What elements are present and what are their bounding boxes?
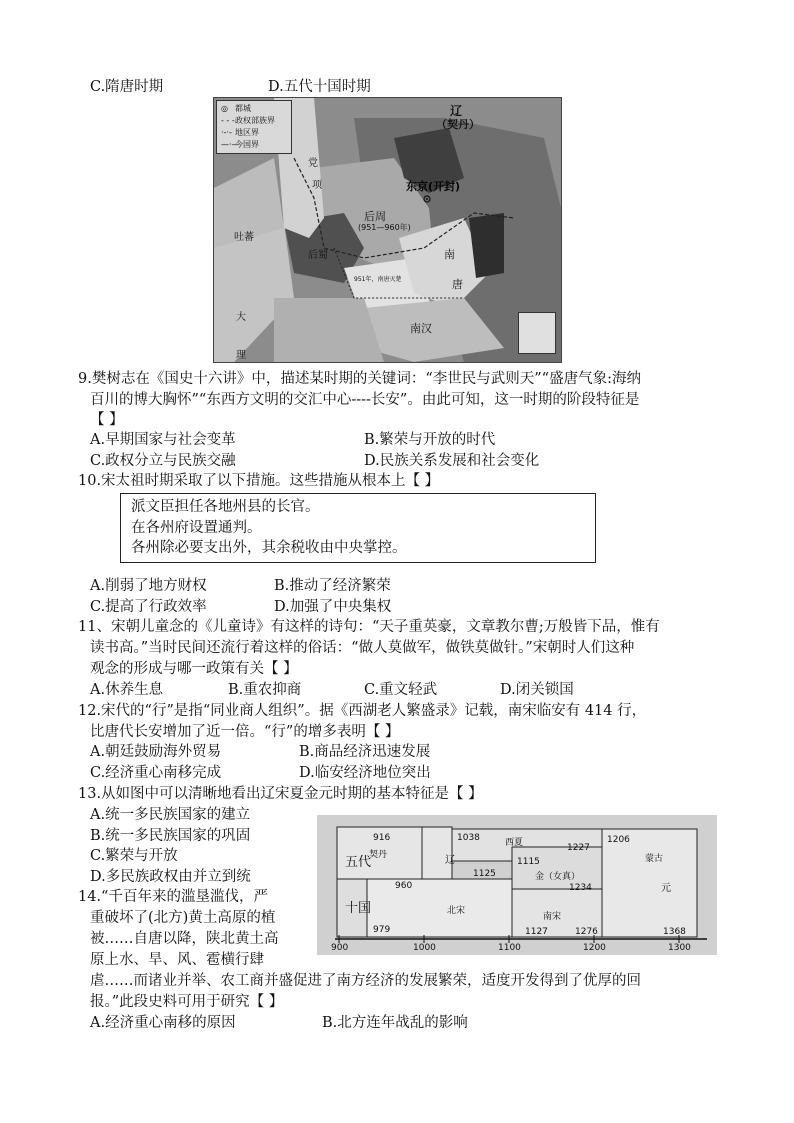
timeline-year-960: 960 — [395, 881, 413, 891]
q9-option-d: D.民族关系发展和社会变化 — [364, 453, 540, 469]
q14-stem-5: 虐……而诸业并举、农工商并盛促进了南方经济的发展繁荣，适度开发得到了优厚的回 — [90, 973, 641, 989]
timeline-year-1368: 1368 — [663, 927, 686, 937]
map-label-xiang: 项 — [312, 180, 322, 191]
map-legend: ◎ 都城 - - -政权部族界 ·-·- 地区界 —·—今国界 — [216, 100, 292, 154]
q9-stem-2: 百川的博大胸怀”“东西方文明的交汇中心----长安”。由此可知，这一时期的阶段特征是 — [90, 392, 640, 408]
q10-measure-3: 各州除必要支出外，其余税收由中央掌控。 — [131, 540, 407, 556]
q14-stem-6: 报。”此段史料可用于研究【 】 — [90, 994, 284, 1010]
q9-stem-3: 【 】 — [90, 412, 124, 428]
regimes-timeline-chart — [317, 815, 717, 955]
map-inset-south-china-sea — [518, 312, 556, 354]
q10-option-b: B.推动了经济繁荣 — [274, 578, 391, 594]
q8-option-d: D.五代十国时期 — [268, 79, 371, 95]
map-label-liao: 辽 — [450, 104, 463, 118]
timeline-year-1234: 1234 — [569, 883, 592, 893]
map-label-li: 理 — [236, 350, 246, 361]
timeline-label-wudai: 五代 — [345, 855, 372, 870]
q12-option-a: A.朝廷鼓励海外贸易 — [90, 744, 222, 760]
q13-option-a: A.统一多民族国家的建立 — [90, 807, 251, 823]
q14-option-b: B.北方连年战乱的影响 — [322, 1015, 468, 1031]
timeline-label-nansong: 南宋 — [543, 912, 562, 922]
q11-option-b: B.重农抑商 — [228, 682, 302, 698]
q11-option-d: D.闭关锁国 — [500, 682, 574, 698]
q10-measure-2: 在各州府设置通判。 — [131, 520, 262, 536]
q10-measure-1: 派文臣担任各地州县的长官。 — [131, 499, 320, 515]
q11-option-a: A.休养生息 — [90, 682, 164, 698]
timeline-year-1125: 1125 — [473, 869, 496, 879]
timeline-year-979: 979 — [373, 925, 391, 935]
map-label-nanhan: 南汉 — [410, 322, 432, 335]
q14-stem-2: 重破坏了(北方)黄土高原的植 — [90, 910, 276, 926]
map-label-da: 大 — [236, 312, 246, 323]
map-label-houzhou: 后周 — [364, 210, 386, 223]
map-label-dongjing: 东京(开封) — [406, 180, 461, 193]
q13-stem: 13.从如图中可以清晰地看出辽宋夏金元时期的基本特征是【 】 — [78, 786, 483, 802]
q14-option-a: A.经济重心南移的原因 — [90, 1015, 236, 1031]
q13-option-d: D.多民族政权由并立到统 — [90, 869, 251, 885]
q11-stem-3: 观念的形成与哪一政策有关【 】 — [90, 661, 298, 677]
timeline-tick-900: 900 — [331, 943, 349, 953]
timeline-label-qidan: 契丹 — [369, 850, 388, 860]
map-label-nan: 南 — [444, 248, 455, 261]
q12-option-b: B.商品经济迅速发展 — [299, 744, 431, 760]
legend-capital: 都城 — [235, 104, 251, 113]
q10-measures-box — [120, 493, 596, 563]
timeline-label-yuan: 元 — [661, 883, 671, 894]
legend-region-border: 地区界 — [235, 128, 259, 137]
map-label-qidan: （契丹） — [436, 118, 480, 131]
timeline-tick-1000: 1000 — [413, 943, 436, 953]
timeline-year-1206: 1206 — [607, 835, 630, 845]
map-label-years: (951—960年) — [358, 223, 411, 232]
q10-option-c: C.提高了行政效率 — [90, 599, 207, 615]
timeline-label-liao: 辽 — [445, 855, 455, 866]
q9-option-b: B.繁荣与开放的时代 — [364, 432, 496, 448]
q12-option-d: D.临安经济地位突出 — [299, 765, 431, 781]
q11-option-c: C.重文轻武 — [364, 682, 438, 698]
q14-stem-1: 14.“千百年来的滥垦滥伐，严 — [78, 889, 268, 905]
q11-stem-2: 读书高。”当时民间还流行着这样的俗话：“做人莫做军，做铁莫做针。”宋朝时人们这种 — [90, 640, 635, 656]
timeline-tick-1100: 1100 — [498, 943, 521, 953]
legend-regime-border: 政权部族界 — [235, 116, 275, 125]
q10-option-d: D.加强了中央集权 — [274, 599, 392, 615]
q12-stem-2: 比唐代长安增加了近一倍。“行”的增多表明【 】 — [90, 724, 400, 740]
q9-option-c: C.政权分立与民族交融 — [90, 453, 236, 469]
legend-modern-border: 今国界 — [235, 140, 259, 149]
q14-stem-4: 原上水、旱、风、雹横行肆 — [90, 952, 264, 968]
timeline-tick-1200: 1200 — [583, 943, 606, 953]
timeline-year-1038: 1038 — [457, 833, 480, 843]
q8-option-c: C.隋唐时期 — [90, 79, 164, 95]
timeline-year-916: 916 — [373, 833, 391, 843]
q13-option-c: C.繁荣与开放 — [90, 848, 178, 864]
five-dynasties-map — [213, 97, 562, 363]
timeline-year-1127: 1127 — [525, 927, 548, 937]
q10-stem: 10.宋太祖时期采取了以下措施。这些措施从根本上【 】 — [78, 473, 440, 489]
map-label-dang: 党 — [308, 158, 318, 169]
q13-option-b: B.统一多民族国家的巩固 — [90, 828, 251, 844]
timeline-year-1115: 1115 — [517, 857, 540, 867]
timeline-label-shiguo: 十国 — [345, 901, 372, 916]
timeline-year-1276: 1276 — [575, 927, 598, 937]
q14-stem-3: 被……自唐以降，陕北黄土高 — [90, 931, 279, 947]
timeline-label-beisong: 北宋 — [447, 906, 466, 916]
q10-option-a: A.削弱了地方财权 — [90, 578, 207, 594]
map-label-tubo: 吐蕃 — [234, 232, 254, 243]
q9-option-a: A.早期国家与社会变革 — [90, 432, 236, 448]
map-label-tang: 唐 — [452, 278, 463, 291]
q12-stem-1: 12.宋代的“行”是指“同业商人组织”。据《西湖老人繁盛录》记载，南宋临安有 414 行， — [78, 703, 647, 719]
timeline-label-jin: 金（女真） — [535, 872, 581, 882]
timeline-year-1227: 1227 — [567, 843, 590, 853]
map-label-nanping: 951年，南唐灭楚 — [354, 276, 402, 283]
q12-option-c: C.经济重心南移完成 — [90, 765, 222, 781]
timeline-label-xixia: 西夏 — [505, 838, 524, 848]
q9-stem-1: 9.樊树志在《国史十六讲》中，描述某时期的关键词：“李世民与武则天”“盛唐气象:海纳 — [78, 371, 641, 387]
timeline-label-menggu: 蒙古 — [645, 854, 664, 864]
q11-stem-1: 11、宋朝儿童念的《儿童诗》有这样的诗句：“天子重英豪，文章教尔曹;万般皆下品，惟有 — [78, 619, 660, 635]
timeline-tick-1300: 1300 — [668, 943, 691, 953]
map-label-shu: 后蜀 — [308, 250, 328, 261]
